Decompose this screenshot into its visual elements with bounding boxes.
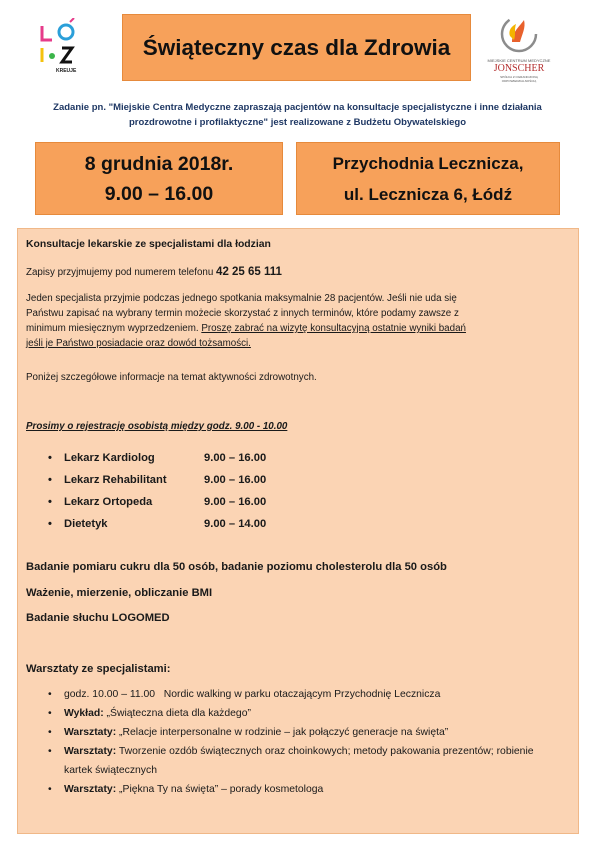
documents-note: jeśli je Państwo posiadacie oraz dowód tożsamości. — [26, 338, 251, 349]
doctors-list — [48, 450, 266, 538]
doctor-name: Lekarz Ortopeda — [64, 496, 153, 508]
list-item — [48, 742, 544, 780]
paragraph-line: Państwu zapisać na wybrany termin możecie skorzystać z innych terminów, które podamy zawsze z — [26, 308, 459, 319]
paragraph-line — [26, 321, 571, 336]
date-box — [35, 142, 283, 215]
page-title: Świąteczny czas dla Zdrowia — [142, 34, 451, 60]
lodz-logo-caption: KREUJE — [56, 68, 77, 74]
doctor-hours: 9.00 – 16.00 — [204, 452, 267, 464]
list-item — [48, 494, 266, 516]
documents-note: Proszę zabrać na wizytę konsultacyjną ostatnie wyniki badań — [201, 323, 466, 334]
workshop-text: Tworzenie ozdób świątecznych oraz choinkowych; metody pakowania prezentów; robienie kartek świątecznych — [64, 746, 534, 776]
tests-line: Badanie słuchu LOGOMED — [26, 612, 170, 624]
doctor-name: Lekarz Rehabilitant — [64, 474, 167, 486]
workshop-text: „Piękna Ty na święta” – porady kosmetologa — [119, 784, 324, 795]
list-item — [48, 780, 544, 799]
phone-line — [26, 265, 282, 280]
registration-note: Prosimy o rejestrację osobistą między godz. 9.00 - 10.00 — [26, 421, 288, 432]
project-subtitle — [22, 100, 573, 130]
place-address: ul. Lecznicza 6, Łódź — [343, 185, 513, 204]
phone-number: 42 25 65 111 — [216, 266, 282, 278]
list-item — [48, 472, 266, 494]
event-hours: 9.00 – 16.00 — [104, 183, 214, 205]
title-banner — [122, 14, 471, 81]
place-box — [296, 142, 560, 215]
workshop-text: Nordic walking w parku otaczającym Przychodnię Lecznicza — [163, 689, 441, 700]
workshop-lead: Wykład: — [64, 708, 104, 719]
workshop-lead: Warsztaty: — [64, 727, 117, 738]
paragraph-text: minimum miesięcznym wyprzedzeniem. — [26, 323, 199, 334]
details-note: Poniżej szczegółowe informacje na temat aktywności zdrowotnych. — [26, 372, 317, 383]
info-paragraph — [26, 291, 571, 351]
workshops-heading: Warsztaty ze specjalistami: — [26, 663, 171, 675]
workshop-lead: Warsztaty: — [64, 746, 117, 757]
jonscher-caption: MIEJSKIE CENTRUM MEDYCZNE — [487, 58, 551, 63]
main-info-panel — [17, 228, 579, 834]
jonscher-logo — [486, 12, 552, 82]
workshop-text: „Relacje interpersonalne w rodzinie – jak połączyć generacje na święta” — [119, 727, 449, 738]
doctor-name: Dietetyk — [64, 518, 108, 530]
tests-line: Ważenie, mierzenie, obliczanie BMI — [26, 587, 213, 599]
event-date: 8 grudnia 2018r. — [84, 153, 234, 175]
phone-prefix: Zapisy przyjmujemy pod numerem telefonu — [26, 267, 214, 278]
doctor-name: Lekarz Kardiolog — [64, 452, 155, 464]
jonscher-sub: SPÓŁKA Z OGRANICZONĄ ODPOWIEDZIALNOŚCIĄ — [500, 75, 538, 83]
doctor-hours: 9.00 – 16.00 — [204, 496, 267, 508]
list-item — [48, 516, 266, 538]
doctor-hours: 9.00 – 16.00 — [204, 474, 267, 486]
subtitle-line: prozdrowotne i profilaktyczne" jest realizowane z Budżetu Obywatelskiego — [128, 117, 467, 128]
jonscher-name: JONSCHER — [493, 63, 545, 74]
consultations-heading: Konsultacje lekarskie ze specjalistami dla łodzian — [26, 239, 271, 250]
lodz-logo — [30, 18, 94, 76]
tests-line: Badanie pomiaru cukru dla 50 osób, badanie poziomu cholesterolu dla 50 osób — [26, 561, 447, 573]
list-item — [48, 685, 544, 704]
place-name: Przychodnia Lecznicza, — [332, 154, 524, 173]
list-item — [48, 704, 544, 723]
paragraph-line: Jeden specjalista przyjmie podczas jednego spotkania maksymalnie 28 pacjentów. Jeśli nie uda się — [26, 293, 457, 304]
workshop-lead: godz. 10.00 – 11.00 — [64, 689, 156, 700]
list-item — [48, 723, 544, 742]
workshop-lead: Warsztaty: — [64, 784, 117, 795]
list-item — [48, 450, 266, 472]
workshops-list — [48, 685, 544, 799]
workshop-text: „Świąteczna dieta dla każdego” — [106, 708, 251, 719]
doctor-hours: 9.00 – 14.00 — [204, 518, 267, 530]
subtitle-line: Zadanie pn. "Miejskie Centra Medyczne zapraszają pacjentów na konsultacje specjalistyczne i inne działania — [53, 102, 542, 113]
